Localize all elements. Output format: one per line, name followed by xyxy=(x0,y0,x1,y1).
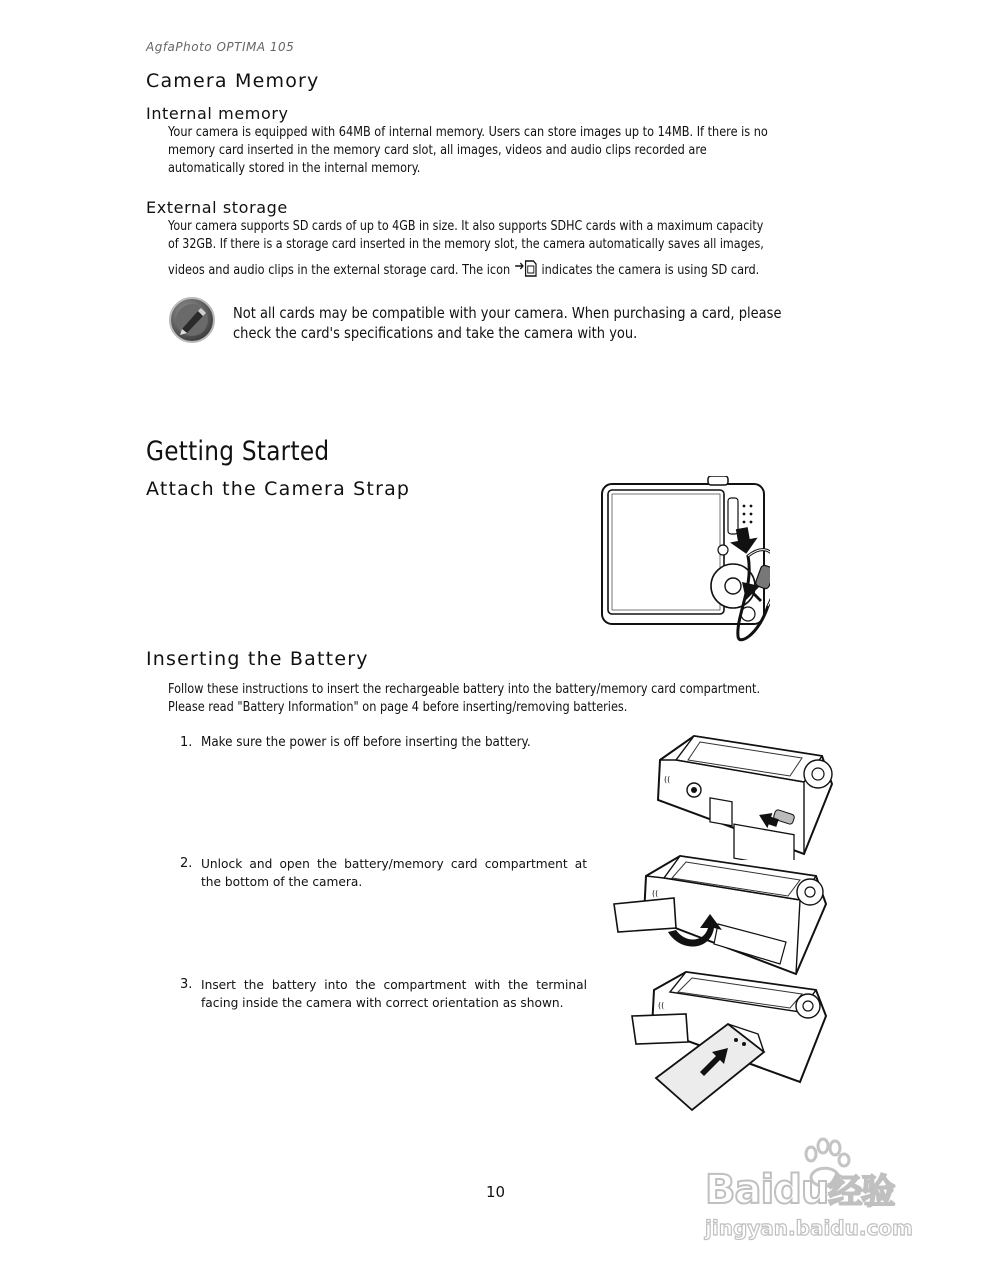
battery-step-2 xyxy=(180,855,590,895)
baidu-jingyan-watermark xyxy=(705,1136,935,1246)
subheading-internal-memory: Internal memory xyxy=(146,104,289,123)
battery-intro-line-2: Please read "Battery Information" on page 4 before inserting/removing batteries. xyxy=(168,700,628,715)
external-storage-paragraph xyxy=(168,218,928,284)
external-line-3 xyxy=(168,258,829,284)
camera-insert-battery-illustration xyxy=(628,968,834,1132)
svg-text:((: (( xyxy=(658,1001,665,1010)
external-line-2: of 32GB. If there is a storage card inserted in the memory slot, the camera automatically saves all images, xyxy=(168,237,764,252)
step-number: 1. xyxy=(180,735,193,750)
subheading-inserting-battery: Inserting the Battery xyxy=(146,648,369,670)
camera-strap-illustration xyxy=(598,476,770,656)
subheading-attach-strap: Attach the Camera Strap xyxy=(146,478,411,500)
battery-step-1 xyxy=(180,734,590,774)
step-text: Insert the battery into the compartment with the terminal facing inside the camera with correct orientation as shown. xyxy=(201,978,587,1010)
external-line-1: Your camera supports SD cards of up to 4GB in size. It also supports SDHC cards with a maximum capacity xyxy=(168,219,764,234)
running-header: AgfaPhoto OPTIMA 105 xyxy=(146,40,295,54)
step-text: Unlock and open the battery/memory card compartment at the bottom of the camera. xyxy=(201,857,587,889)
watermark-url: jingyan.baidu.com xyxy=(705,1216,913,1240)
subheading-external-storage: External storage xyxy=(146,198,288,217)
page-number: 10 xyxy=(486,1183,506,1201)
section-title-camera-memory: Camera Memory xyxy=(146,70,320,92)
note-line-2: check the card's specifications and take the camera with you. xyxy=(233,324,638,342)
battery-step-3 xyxy=(180,976,590,1016)
note-icon xyxy=(168,296,216,348)
external-line-3-before: videos and audio clips in the external storage card. The icon xyxy=(168,263,511,278)
external-line-3-after: indicates the camera is using SD card. xyxy=(541,263,760,278)
internal-memory-paragraph xyxy=(168,124,928,178)
internal-line-1: Your camera is equipped with 64MB of internal memory. Users can store images up to 14MB. If there is no xyxy=(168,125,768,140)
watermark-brand2: du xyxy=(773,1167,829,1213)
watermark-cn: 经验 xyxy=(828,1172,895,1212)
battery-intro xyxy=(168,681,849,717)
step-text: Make sure the power is off before inserting the battery. xyxy=(201,735,531,750)
battery-intro-line-1: Follow these instructions to insert the rechargeable battery into the battery/memory card compartment. xyxy=(168,682,761,697)
watermark-brand: Bai xyxy=(705,1167,774,1213)
step-number: 3. xyxy=(180,977,193,992)
note-text xyxy=(233,303,863,343)
section-title-getting-started: Getting Started xyxy=(146,436,330,467)
camera-bottom-locked-illustration xyxy=(654,730,840,864)
step-number: 2. xyxy=(180,856,193,871)
camera-compartment-open-illustration xyxy=(610,852,832,984)
internal-line-2: memory card inserted in the memory card slot, all images, videos and audio clips recorded are xyxy=(168,143,707,158)
svg-text:((: (( xyxy=(652,889,659,898)
internal-line-3: automatically stored in the internal memory. xyxy=(168,161,421,176)
svg-text:((: (( xyxy=(664,775,671,784)
note-line-1: Not all cards may be compatible with your camera. When purchasing a card, please xyxy=(233,304,782,322)
sd-card-icon xyxy=(514,258,538,284)
